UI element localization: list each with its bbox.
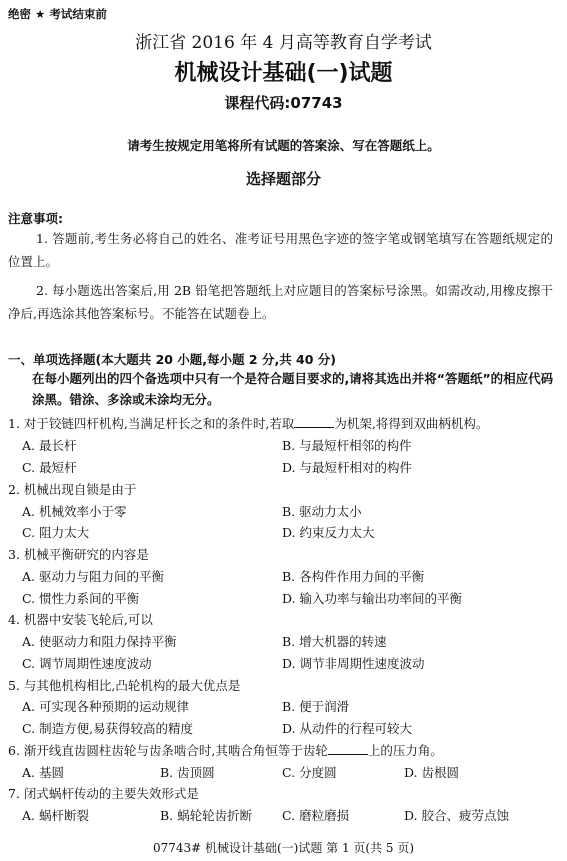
- note-item-2: 2. 每小题选出答案后,用 2B 铅笔把答题纸上对应题目的答案标号涂黑。如需改动,用橡皮擦干净后,再选涂其他答案标号。不能答在试题卷上。: [8, 283, 553, 321]
- section-heading: 一、单项选择题(本大题共 20 小题,每小题 2 分,共 40 分): [8, 352, 337, 367]
- general-instruction: 请考生按规定用笔将所有试题的答案涂、写在答题纸上。: [127, 138, 440, 153]
- option-c: C. 调节周期性速度波动: [22, 656, 152, 671]
- confidential-mark: 绝密 ★ 考试结束前: [8, 7, 107, 21]
- exam-title: 机械设计基础(一)试题: [174, 61, 393, 86]
- question-7: [8, 784, 199, 802]
- note-item-1: 1. 答题前,考生务必将自己的姓名、准考证号用黑色字迹的签字笔或钢笔填写在答题纸规定的位置上。: [8, 231, 553, 269]
- option-b: B. 驱动力太小: [282, 504, 362, 519]
- question-text: 7. 闭式蜗杆传动的主要失效形式是: [8, 786, 199, 801]
- question-6: [8, 741, 443, 759]
- option-a: A. 蜗杆断裂: [22, 808, 89, 823]
- question-text-tail: 为机架,将得到双曲柄机构。: [334, 416, 489, 431]
- page-footer: 07743# 机械设计基础(一)试题 第 1 页(共 5 页): [152, 841, 415, 855]
- option-a: A. 使驱动力和阻力保持平衡: [22, 634, 177, 649]
- option-c: C. 分度圆: [282, 765, 337, 780]
- option-b: B. 增大机器的转速: [282, 634, 387, 649]
- option-d: D. 与最短杆相对的构件: [282, 460, 413, 475]
- option-d: D. 约束反力太大: [282, 525, 375, 540]
- option-a: A. 最长杆: [22, 438, 77, 453]
- option-d: D. 调节非周期性速度波动: [282, 656, 425, 671]
- question-text: 3. 机械平衡研究的内容是: [8, 547, 149, 562]
- option-b: B. 齿顶圆: [160, 765, 215, 780]
- question-4: [8, 610, 153, 628]
- option-c: C. 惯性力系间的平衡: [22, 591, 140, 606]
- option-d: D. 齿根圆: [404, 765, 460, 780]
- option-b: B. 便于润滑: [282, 699, 350, 714]
- option-a: A. 驱动力与阻力间的平衡: [22, 569, 164, 584]
- option-a: A. 可实现各种预期的运动规律: [22, 699, 189, 714]
- option-d: D. 胶合、疲劳点蚀: [404, 808, 510, 823]
- option-c: C. 最短杆: [22, 460, 77, 475]
- option-d: D. 输入功率与输出功率间的平衡: [282, 591, 463, 606]
- option-a: A. 机械效率小于零: [22, 504, 127, 519]
- question-5: [8, 676, 240, 694]
- answer-blank: [294, 415, 334, 428]
- question-1: [8, 414, 488, 432]
- notes-heading: 注意事项:: [8, 211, 63, 226]
- option-a: A. 基圆: [22, 765, 64, 780]
- answer-blank: [328, 742, 368, 755]
- option-b: B. 各构件作用力间的平衡: [282, 569, 425, 584]
- option-d: D. 从动件的行程可较大: [282, 721, 413, 736]
- question-text: 1. 对于铰链四杆机构,当满足杆长之和的条件时,若取: [8, 416, 295, 431]
- option-c: C. 阻力太大: [22, 525, 90, 540]
- option-c: C. 磨粒磨损: [282, 808, 350, 823]
- question-text: 2. 机械出现自锁是由于: [8, 482, 137, 497]
- option-b: B. 蜗轮轮齿折断: [160, 808, 253, 823]
- section-instruction: 在每小题列出的四个备选项中只有一个是符合题目要求的,请将其选出并将“答题纸”的相应代码涂黑。错涂、多涂或未涂均无分。: [32, 371, 554, 407]
- question-text: 4. 机器中安装飞轮后,可以: [8, 612, 153, 627]
- question-text-tail: 上的压力角。: [367, 743, 443, 758]
- option-c: C. 制造方便,易获得较高的精度: [22, 721, 194, 736]
- question-text: 5. 与其他机构相比,凸轮机构的最大优点是: [8, 678, 241, 693]
- part-title: 选择题部分: [245, 170, 321, 188]
- question-3: [8, 545, 149, 563]
- exam-title-line1: 浙江省 2016 年 4 月高等教育自学考试: [135, 33, 432, 53]
- question-text: 6. 渐开线直齿圆柱齿轮与齿条啮合时,其啮合角恒等于齿轮: [8, 743, 328, 758]
- option-b: B. 与最短杆相邻的构件: [282, 438, 412, 453]
- question-2: [8, 480, 136, 498]
- course-code: 课程代码:07743: [224, 94, 343, 112]
